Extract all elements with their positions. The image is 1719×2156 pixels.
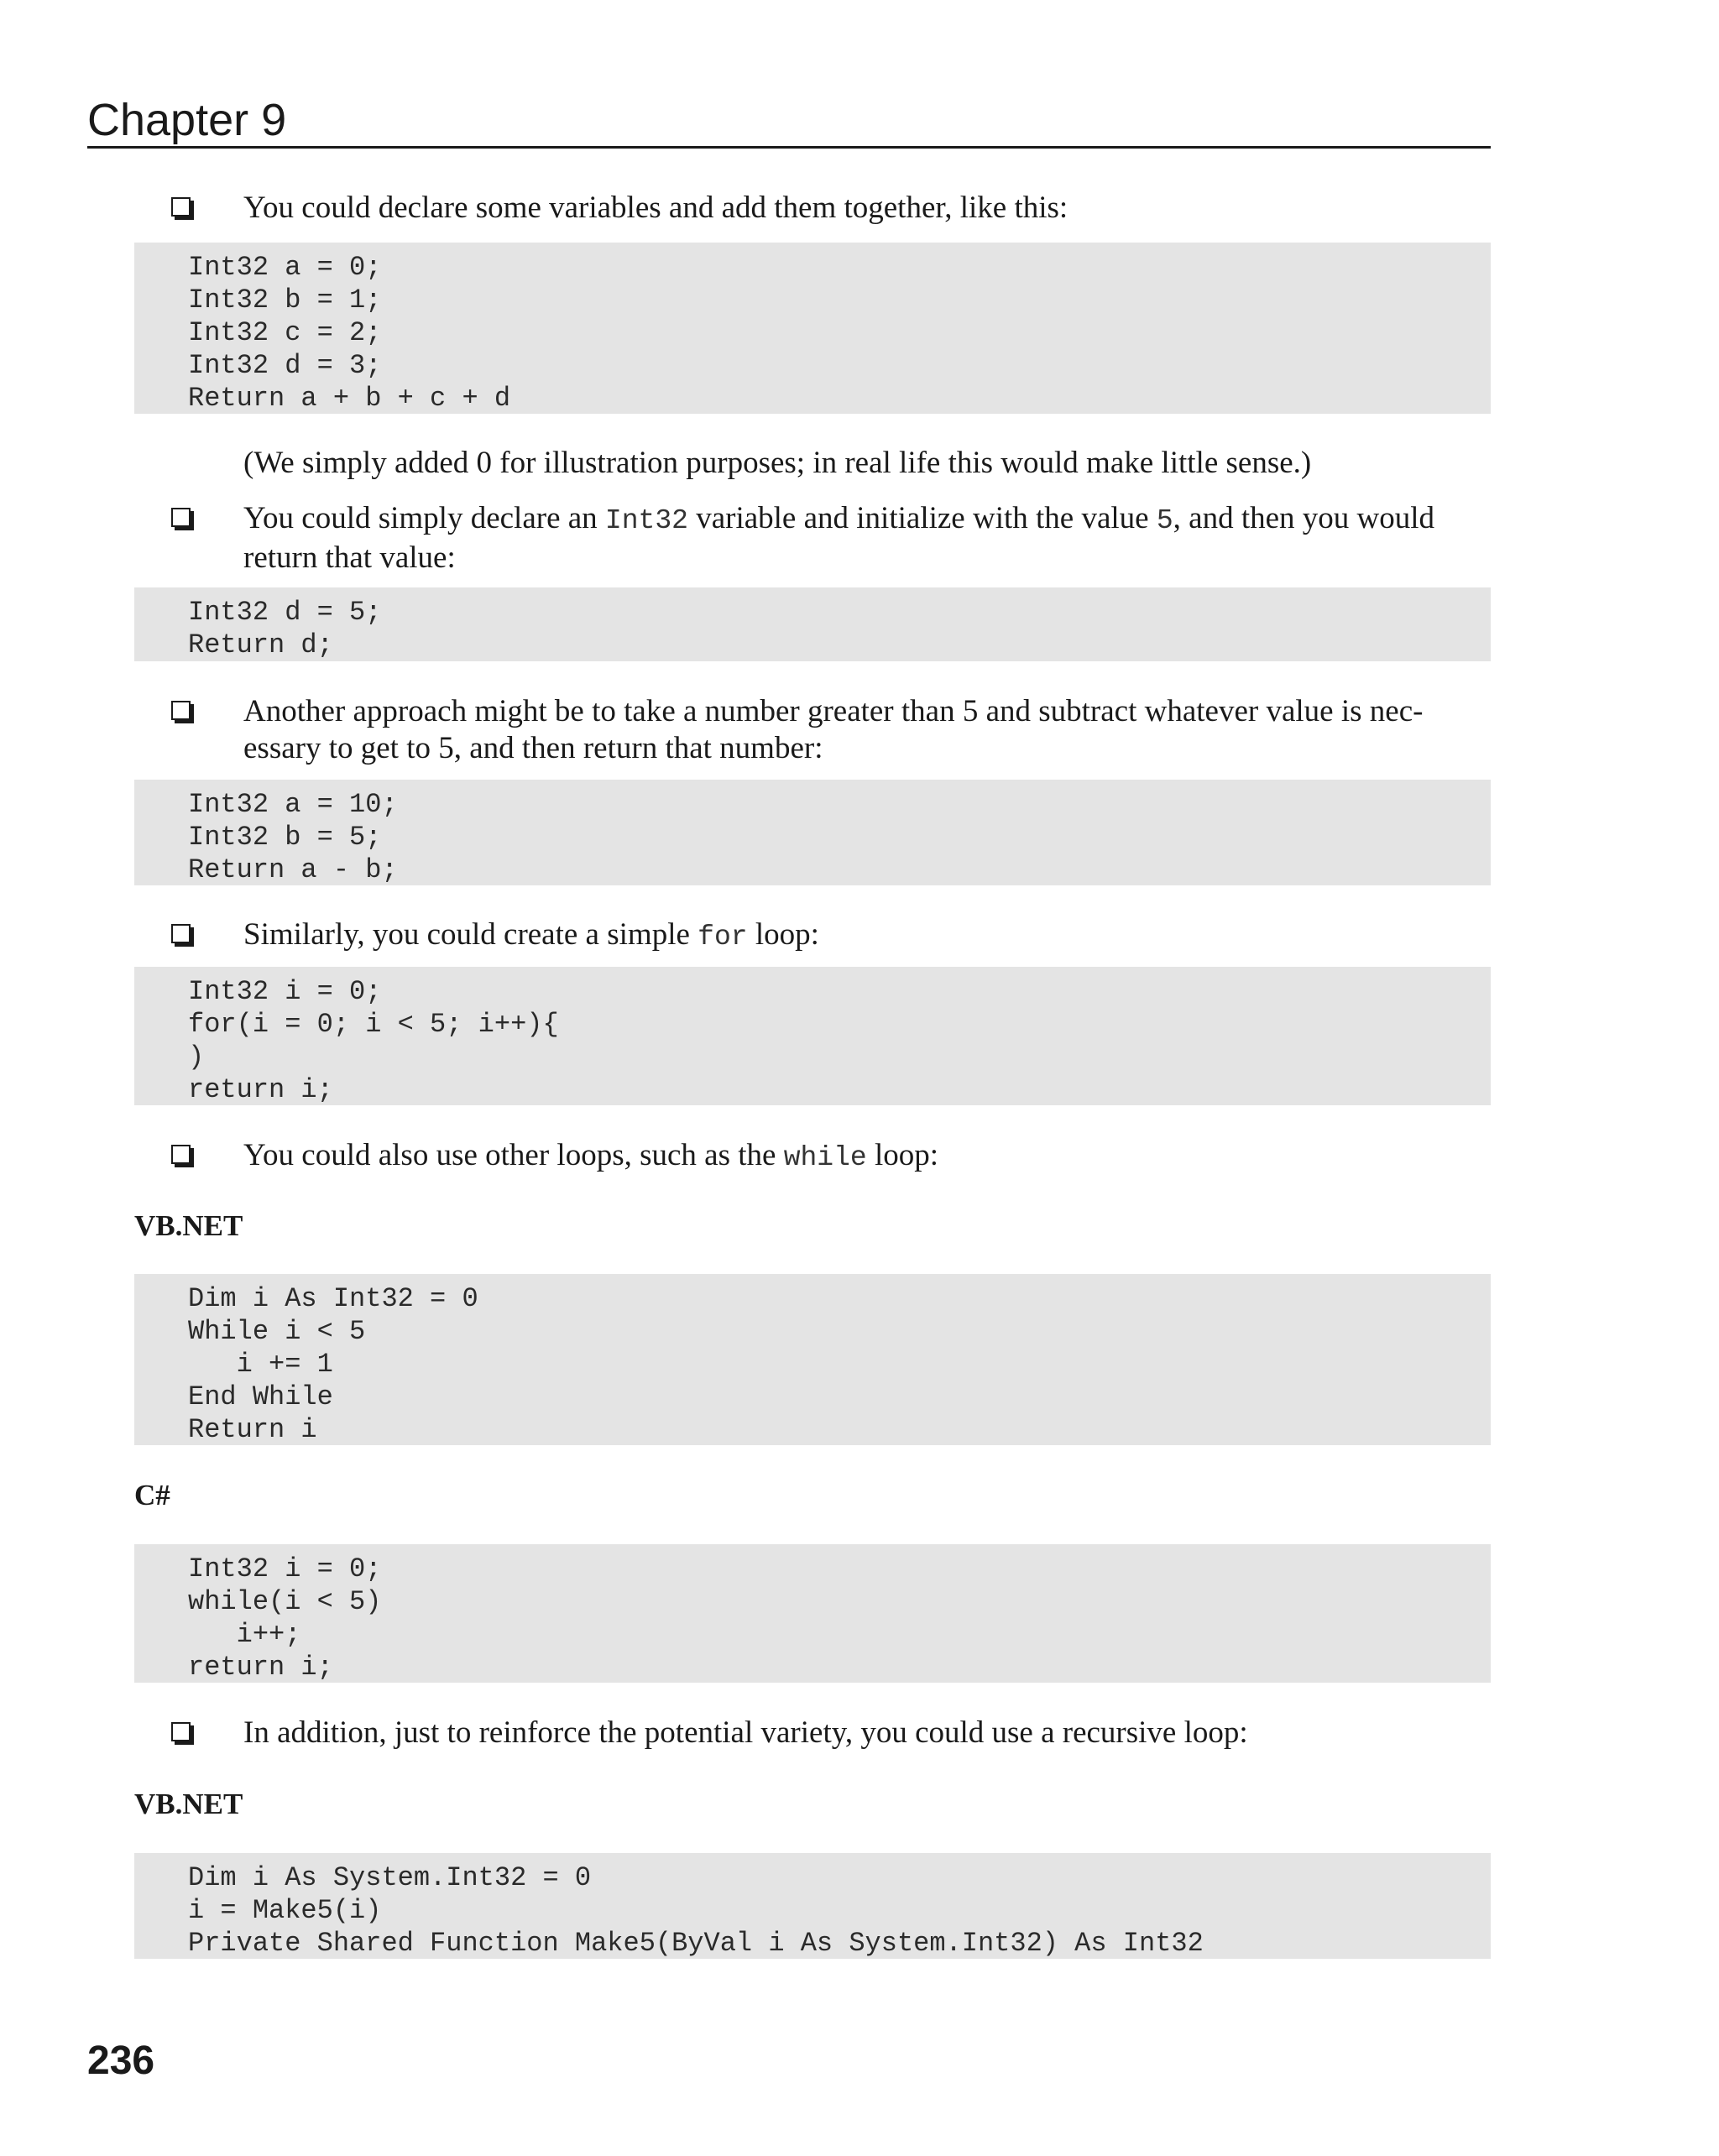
code-block-cs-while <box>134 1544 1491 1683</box>
code-line: End While <box>188 1381 333 1412</box>
bullet-text-part: variable and initialize with the value <box>687 501 1157 535</box>
code-line: i += 1 <box>188 1349 333 1380</box>
code-line: Private Shared Function Make5(ByVal i As System.Int32) As Int32 <box>188 1928 1204 1959</box>
code-line: return i; <box>188 1074 333 1105</box>
inline-code-value: 5 <box>1156 505 1173 536</box>
code-line: i++; <box>188 1619 301 1650</box>
bullet-text <box>243 916 1491 956</box>
code-line: Int32 d = 5; <box>188 597 382 628</box>
bullet-text-part: You could also use other loops, such as the <box>243 1138 784 1172</box>
code-line: Return a + b + c + d <box>188 383 511 414</box>
code-line: ) <box>188 1041 205 1073</box>
code-line: Return i <box>188 1414 317 1445</box>
code-line: Int32 c = 2; <box>188 317 382 348</box>
code-line: Dim i As Int32 = 0 <box>188 1283 478 1314</box>
code-block-for-loop <box>134 967 1491 1105</box>
illustration-note: (We simply added 0 for illustration purposes; in real life this would make little sense.) <box>243 446 1312 480</box>
code-line: Int32 b = 5; <box>188 822 382 853</box>
bullet-text-part: , and then you would return that value: <box>243 501 1435 575</box>
code-line: Return a - b; <box>188 854 398 885</box>
bullet-declare-int32 <box>171 500 1491 574</box>
language-label-vbnet: VB.NET <box>134 1788 243 1820</box>
code-line: Int32 a = 10; <box>188 789 398 820</box>
code-line: Int32 d = 3; <box>188 350 382 381</box>
chapter-header <box>87 87 1491 149</box>
inline-code-int32: Int32 <box>604 505 688 536</box>
bullet-text-part: loop: <box>747 917 819 952</box>
language-label-csharp: C# <box>134 1479 170 1511</box>
inline-code-while: while <box>783 1142 867 1173</box>
code-line: Int32 b = 1; <box>188 285 382 316</box>
checkbox-bullet-icon <box>171 197 191 217</box>
code-block-vb-while <box>134 1274 1491 1445</box>
chapter-title: Chapter 9 <box>87 95 287 145</box>
code-line: While i < 5 <box>188 1316 366 1347</box>
bullet-for-loop <box>171 916 1491 953</box>
bullet-declare-variables <box>171 190 1491 227</box>
bullet-text <box>243 1137 1491 1177</box>
code-block-subtract <box>134 780 1491 885</box>
language-label-vbnet: VB.NET <box>134 1209 243 1242</box>
page-number: 236 <box>87 2039 155 2083</box>
code-line: Int32 i = 0; <box>188 1553 382 1584</box>
code-line: i = Make5(i) <box>188 1895 382 1926</box>
code-line: return i; <box>188 1652 333 1683</box>
checkbox-bullet-icon <box>171 1722 191 1741</box>
bullet-text: In addition, just to reinforce the potential variety, you could use a recursive loop: <box>243 1715 1248 1750</box>
code-block-declare-d <box>134 587 1491 661</box>
bullet-recursive-loop <box>171 1715 1491 1751</box>
bullet-text-part: loop: <box>866 1138 939 1172</box>
code-line: Dim i As System.Int32 = 0 <box>188 1862 592 1893</box>
code-block-vb-recursive <box>134 1853 1491 1959</box>
code-line: Int32 a = 0; <box>188 252 382 283</box>
bullet-text: Another approach might be to take a number greater than 5 and subtract whatever value is nec-essary to get to 5, and then return that number: <box>243 694 1424 765</box>
bullet-text-part: Similarly, you could create a simple <box>243 917 698 952</box>
code-block-add-variables <box>134 243 1491 414</box>
inline-code-for: for <box>698 921 748 953</box>
code-line: for(i = 0; i < 5; i++){ <box>188 1009 559 1040</box>
bullet-while-loop <box>171 1137 1491 1174</box>
bullet-text: You could declare some variables and add them together, like this: <box>243 191 1068 225</box>
checkbox-bullet-icon <box>171 924 191 943</box>
code-line: while(i < 5) <box>188 1586 382 1617</box>
code-line: Return d; <box>188 629 333 660</box>
checkbox-bullet-icon <box>171 701 191 720</box>
checkbox-bullet-icon <box>171 1145 191 1164</box>
bullet-subtract-approach <box>171 693 1491 767</box>
checkbox-bullet-icon <box>171 508 191 527</box>
bullet-text <box>243 500 1491 577</box>
bullet-text-part: You could simply declare an <box>243 501 605 535</box>
code-line: Int32 i = 0; <box>188 976 382 1007</box>
